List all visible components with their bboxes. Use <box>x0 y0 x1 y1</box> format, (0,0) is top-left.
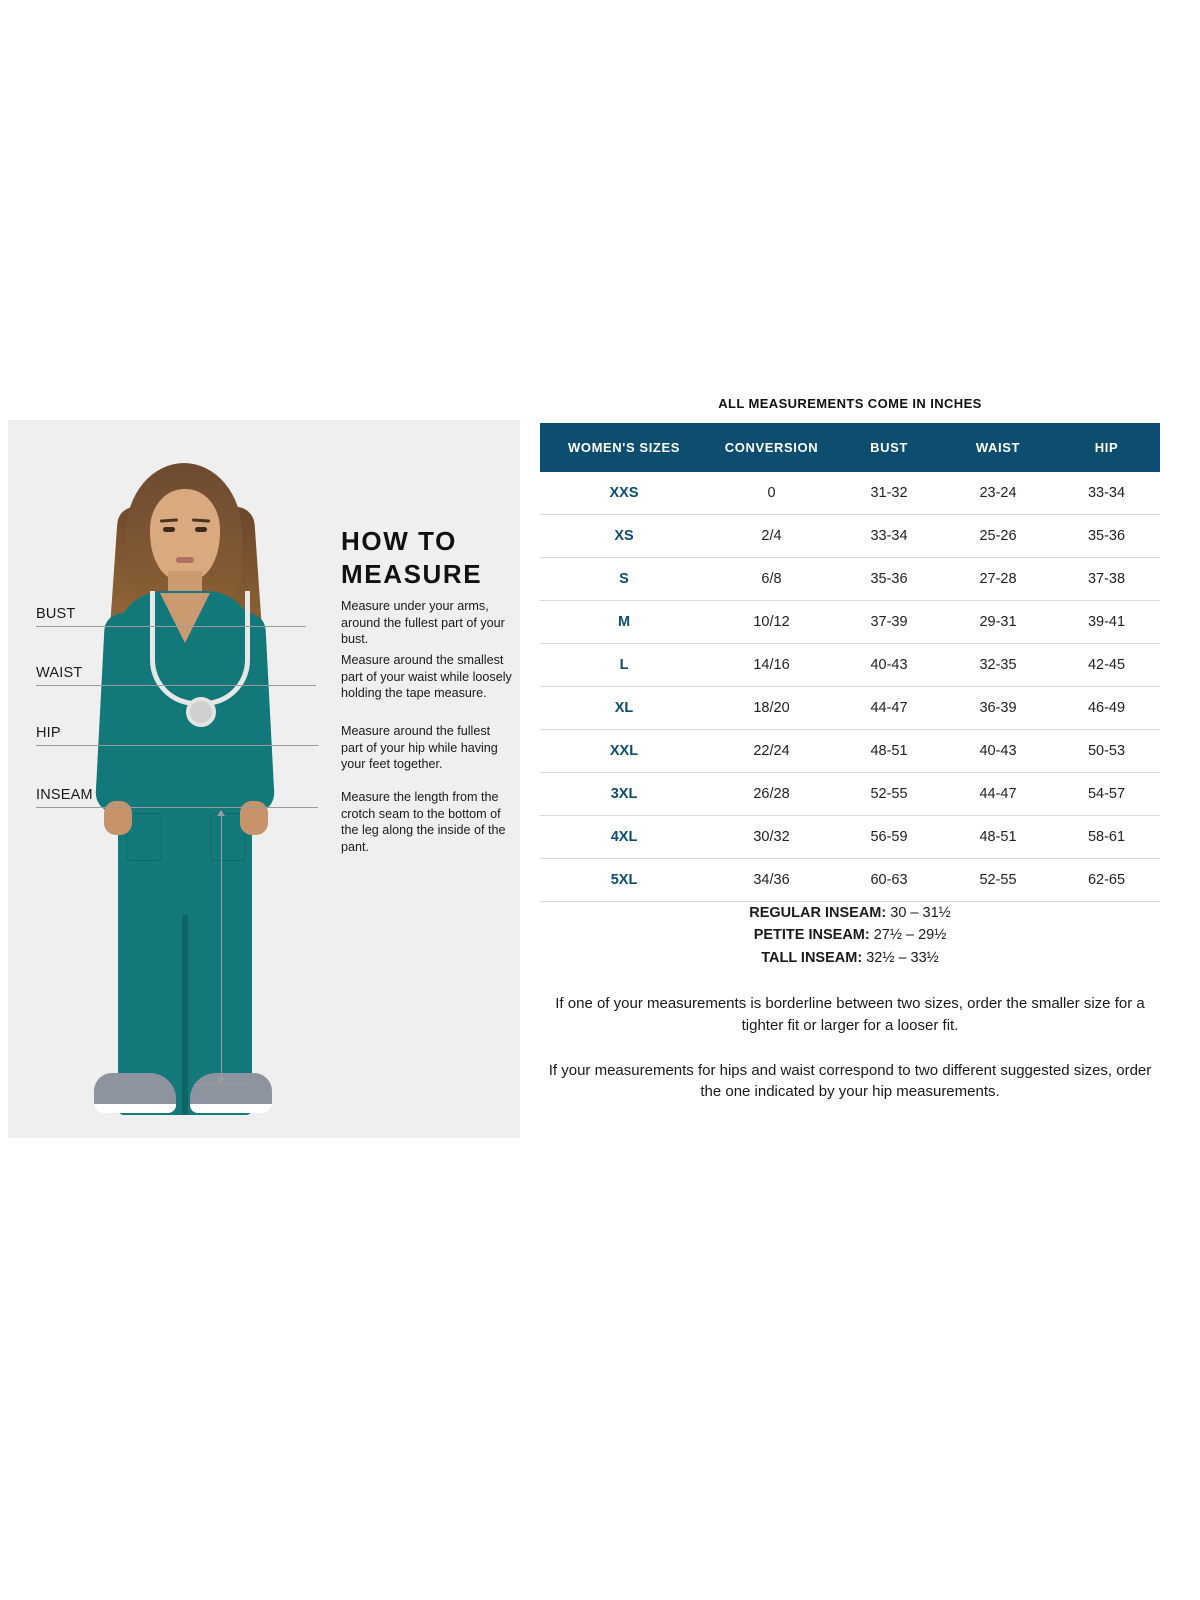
cell-hip: 58-61 <box>1053 816 1160 859</box>
cell-hip: 46-49 <box>1053 687 1160 730</box>
cell-conversion: 18/20 <box>708 687 835 730</box>
measurements-heading: ALL MEASUREMENTS COME IN INCHES <box>718 396 982 411</box>
cell-size: S <box>540 558 708 601</box>
cell-bust: 37-39 <box>835 601 943 644</box>
cell-size: 4XL <box>540 816 708 859</box>
table-header-row <box>540 423 1160 472</box>
sole-left <box>94 1104 176 1113</box>
inseam-tall-label: TALL INSEAM: <box>761 949 863 966</box>
table-row <box>540 730 1160 773</box>
cell-size: L <box>540 644 708 687</box>
cell-conversion: 6/8 <box>708 558 835 601</box>
instruction-bust: Measure under your arms, around the fullest part of your bust. <box>341 599 505 647</box>
cell-hip: 42-45 <box>1053 644 1160 687</box>
table-row <box>540 515 1160 558</box>
leader-line-waist <box>36 685 316 686</box>
cell-waist: 36-39 <box>943 687 1053 730</box>
model-photo <box>38 445 328 1115</box>
cell-size: 5XL <box>540 859 708 902</box>
inseam-petite-value: 27½ – 29½ <box>873 927 947 944</box>
leader-line-inseam <box>36 807 318 808</box>
stethoscope-bell-icon <box>186 697 216 727</box>
inseam-bottom-tick <box>194 1084 250 1085</box>
table-row <box>540 859 1160 902</box>
inseam-tall-value: 32½ – 33½ <box>866 949 939 966</box>
cell-bust: 48-51 <box>835 730 943 773</box>
inseam-regular-value: 30 – 31½ <box>890 905 951 921</box>
cell-conversion: 0 <box>708 472 835 515</box>
cell-size: M <box>540 601 708 644</box>
cell-hip: 54-57 <box>1053 773 1160 816</box>
table-header <box>540 423 1160 472</box>
cell-bust: 56-59 <box>835 816 943 859</box>
cell-waist: 32-35 <box>943 644 1053 687</box>
note-borderline-sizes: If one of your measurements is borderline between two sizes, order the smaller size for a tighter fit or larger for a looser fit. <box>555 995 1145 1034</box>
cell-bust: 40-43 <box>835 644 943 687</box>
table-row <box>540 558 1160 601</box>
inseam-regular <box>540 902 1160 924</box>
inseam-petite <box>540 924 1160 946</box>
cell-conversion: 2/4 <box>708 515 835 558</box>
cell-bust: 52-55 <box>835 773 943 816</box>
table-row <box>540 773 1160 816</box>
leader-line-hip <box>36 745 318 746</box>
cell-hip: 62-65 <box>1053 859 1160 902</box>
cell-bust: 60-63 <box>835 859 943 902</box>
cell-hip: 33-34 <box>1053 472 1160 515</box>
cell-size: XL <box>540 687 708 730</box>
cell-conversion: 34/36 <box>708 859 835 902</box>
mouth <box>176 557 194 563</box>
cell-waist: 25-26 <box>943 515 1053 558</box>
cell-size: 3XL <box>540 773 708 816</box>
how-to-measure-panel <box>8 420 520 1138</box>
inseam-tall <box>540 947 1160 969</box>
cell-bust: 44-47 <box>835 687 943 730</box>
inseam-regular-label: REGULAR INSEAM: <box>749 905 887 921</box>
cell-waist: 29-31 <box>943 601 1053 644</box>
cell-waist: 27-28 <box>943 558 1053 601</box>
cell-waist: 23-24 <box>943 472 1053 515</box>
cell-bust: 33-34 <box>835 515 943 558</box>
column-header-bust: BUST <box>835 423 943 472</box>
face <box>150 489 220 581</box>
cell-hip: 35-36 <box>1053 515 1160 558</box>
page-title-line-2: MEASURE <box>341 559 483 590</box>
cell-conversion: 10/12 <box>708 601 835 644</box>
table-row <box>540 644 1160 687</box>
table-row <box>540 816 1160 859</box>
cell-bust: 31-32 <box>835 472 943 515</box>
stethoscope-icon <box>150 591 250 706</box>
table-body <box>540 472 1160 902</box>
inseam-arrow-top <box>217 810 225 816</box>
cell-size: XS <box>540 515 708 558</box>
eye-left <box>163 527 175 532</box>
inseam-petite-label: PETITE INSEAM: <box>753 927 870 944</box>
table-row <box>540 472 1160 515</box>
table-row <box>540 687 1160 730</box>
cell-conversion: 30/32 <box>708 816 835 859</box>
instruction-inseam: Measure the length from the crotch seam to the bottom of the leg along the inside of the pant. <box>341 790 506 855</box>
column-header-waist: WAIST <box>943 423 1053 472</box>
cell-conversion: 26/28 <box>708 773 835 816</box>
cell-size: XXS <box>540 472 708 515</box>
page-title <box>341 525 511 592</box>
table-row <box>540 601 1160 644</box>
leg-seam <box>182 915 188 1115</box>
cell-waist: 44-47 <box>943 773 1053 816</box>
column-header-conversion: CONVERSION <box>708 423 835 472</box>
instruction-hip: Measure around the fullest part of your hip while having your feet together. <box>341 724 498 772</box>
instruction-waist: Measure around the smallest part of your waist while loosely holding the tape measure. <box>341 653 512 701</box>
label-waist: WAIST <box>36 665 83 681</box>
cell-bust: 35-36 <box>835 558 943 601</box>
cell-conversion: 14/16 <box>708 644 835 687</box>
leader-line-bust <box>36 626 306 627</box>
label-hip: HIP <box>36 725 61 741</box>
sole-right <box>190 1104 272 1113</box>
cell-waist: 52-55 <box>943 859 1053 902</box>
inseam-measure-line <box>221 812 222 1084</box>
note-hip-priority: If your measurements for hips and waist correspond to two different suggested sizes, order the one indicated by your hip measurements. <box>548 1062 1152 1101</box>
cell-conversion: 22/24 <box>708 730 835 773</box>
page-title-line-1: HOW TO <box>341 526 457 556</box>
cell-waist: 48-51 <box>943 816 1053 859</box>
cell-hip: 39-41 <box>1053 601 1160 644</box>
cell-waist: 40-43 <box>943 730 1053 773</box>
column-header-hip: HIP <box>1053 423 1160 472</box>
cell-size: XXL <box>540 730 708 773</box>
size-chart-table <box>540 423 1160 902</box>
column-header-sizes: WOMEN'S SIZES <box>540 423 708 472</box>
cell-hip: 37-38 <box>1053 558 1160 601</box>
cell-hip: 50-53 <box>1053 730 1160 773</box>
label-bust: BUST <box>36 606 76 622</box>
size-chart-panel <box>540 396 1160 1103</box>
label-inseam: INSEAM <box>36 787 93 803</box>
eye-right <box>195 527 207 532</box>
